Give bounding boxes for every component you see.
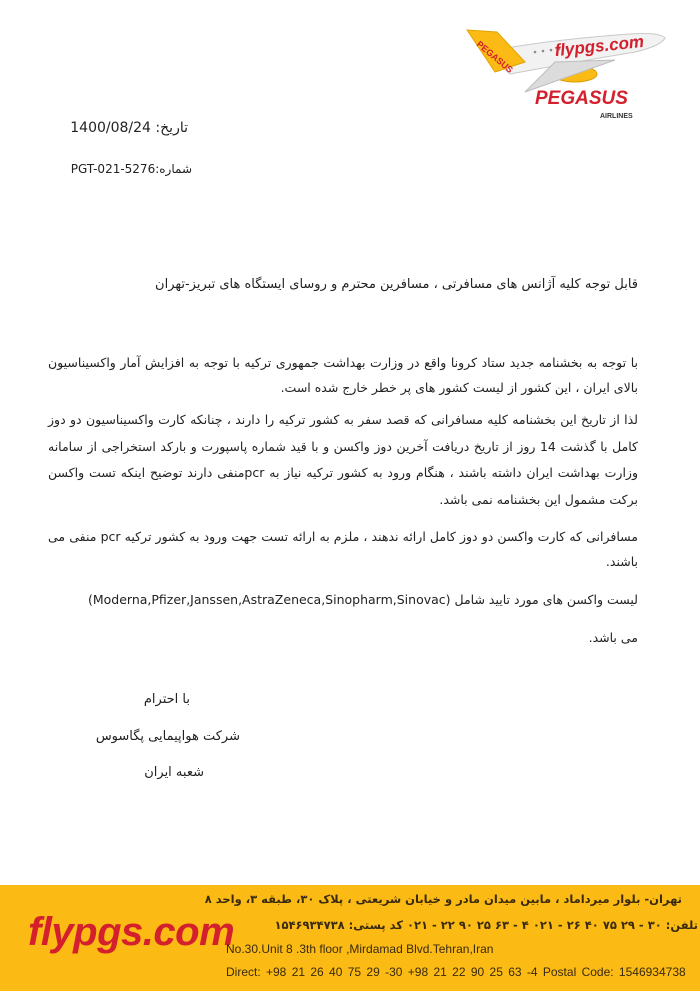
logo-brand: PEGASUS bbox=[535, 88, 628, 109]
date-value: 1400/08/24 bbox=[70, 120, 151, 136]
footer-direct: Direct: +98 21 26 40 75 29 -30 +98 21 22 90 25 63 -4 Postal Code: 1546934738 bbox=[226, 965, 686, 979]
footer-address-fa: تهران- بلوار میرداماد ، مابین میدان مادر و خیابان شریعتی ، پلاک ۳۰، طبقه ۳، واحد ۸ bbox=[204, 892, 682, 906]
signature-regards: با احترام bbox=[143, 692, 190, 707]
footer-address-en: No.30.Unit 8 .3th floor ,Mirdamad Blvd.Tehran,Iran bbox=[226, 942, 494, 956]
logo-plane-text: flypgs.com bbox=[553, 31, 645, 61]
date-label: تاریخ: bbox=[155, 120, 188, 136]
number-line bbox=[71, 162, 192, 176]
pegasus-logo bbox=[455, 22, 690, 122]
paragraph-pcr: مسافرانی که کارت واکسن دو دوز کامل ارائه ندهند ، ملزم به ارائه تست جهت ورود به کشور ترکیه pcr منفی می باشند. bbox=[48, 529, 638, 569]
logo-tail-text: PEGASUS bbox=[474, 38, 515, 75]
recipients-line: قابل توجه کلیه آژانس های مسافرتی ، مسافرین محترم و روسای ایستگاه های تبریز-تهران bbox=[155, 277, 638, 292]
footer-bar bbox=[0, 885, 700, 991]
paragraph-intro: با توجه به بخشنامه جدید ستاد کرونا واقع در وزارت بهداشت جمهوری ترکیه با توجه به افزایش آمار واکسیناسیون بالای ایران ، این کشور از لیست کشور های پر خطر خارج شده است. bbox=[48, 355, 638, 395]
number-label: شماره: bbox=[155, 162, 192, 176]
paragraph-vaccine-list-end: می باشد. bbox=[588, 630, 638, 645]
number-value: PGT-021-5276 bbox=[70, 162, 156, 176]
paragraph-vaccine-list: لیست واکسن های مورد تایید شامل (Moderna,Pfizer,Janssen,AstraZeneca,Sinopharm,Sinovac) bbox=[87, 592, 638, 607]
logo-sub: AIRLINES bbox=[600, 113, 633, 120]
footer-brand: flypgs.com bbox=[28, 910, 235, 954]
paragraph-conditions: لذا از تاریخ این بخشنامه کلیه مسافرانی که قصد سفر به کشور ترکیه را دارند ، چنانکه کارت واکسیناسیون دو دوز کامل با گذشت 14 روز از تاریخ دریافت آخرین دوز واکسن و با قید شماره پاسپورت و بارکد استخراجی از سامانه وزارت بهداشت ایران داشته باشند ، هنگام ورود به کشور ترکیه نیاز به pcrمنفی دارند توضیح اینکه تست واکسن برکت مشمول این بخشنامه نمی باشد. bbox=[48, 412, 639, 507]
airplane-logo-graphic bbox=[455, 22, 690, 122]
signature-branch: شعبه ایران bbox=[144, 765, 204, 780]
signature-company: شرکت هواپیمایی پگاسوس bbox=[95, 729, 240, 744]
footer-phones-fa: تلفن: ۳۰ - ۲۹ ۷۵ ۴۰ ۲۶ - ۰۲۱ ۴ - ۶۳ ۲۵ ۹۰ ۲۲ - ۰۲۱ کد پستی: ۱۵۴۶۹۳۴۷۳۸ bbox=[274, 918, 698, 932]
date-line bbox=[70, 120, 188, 136]
